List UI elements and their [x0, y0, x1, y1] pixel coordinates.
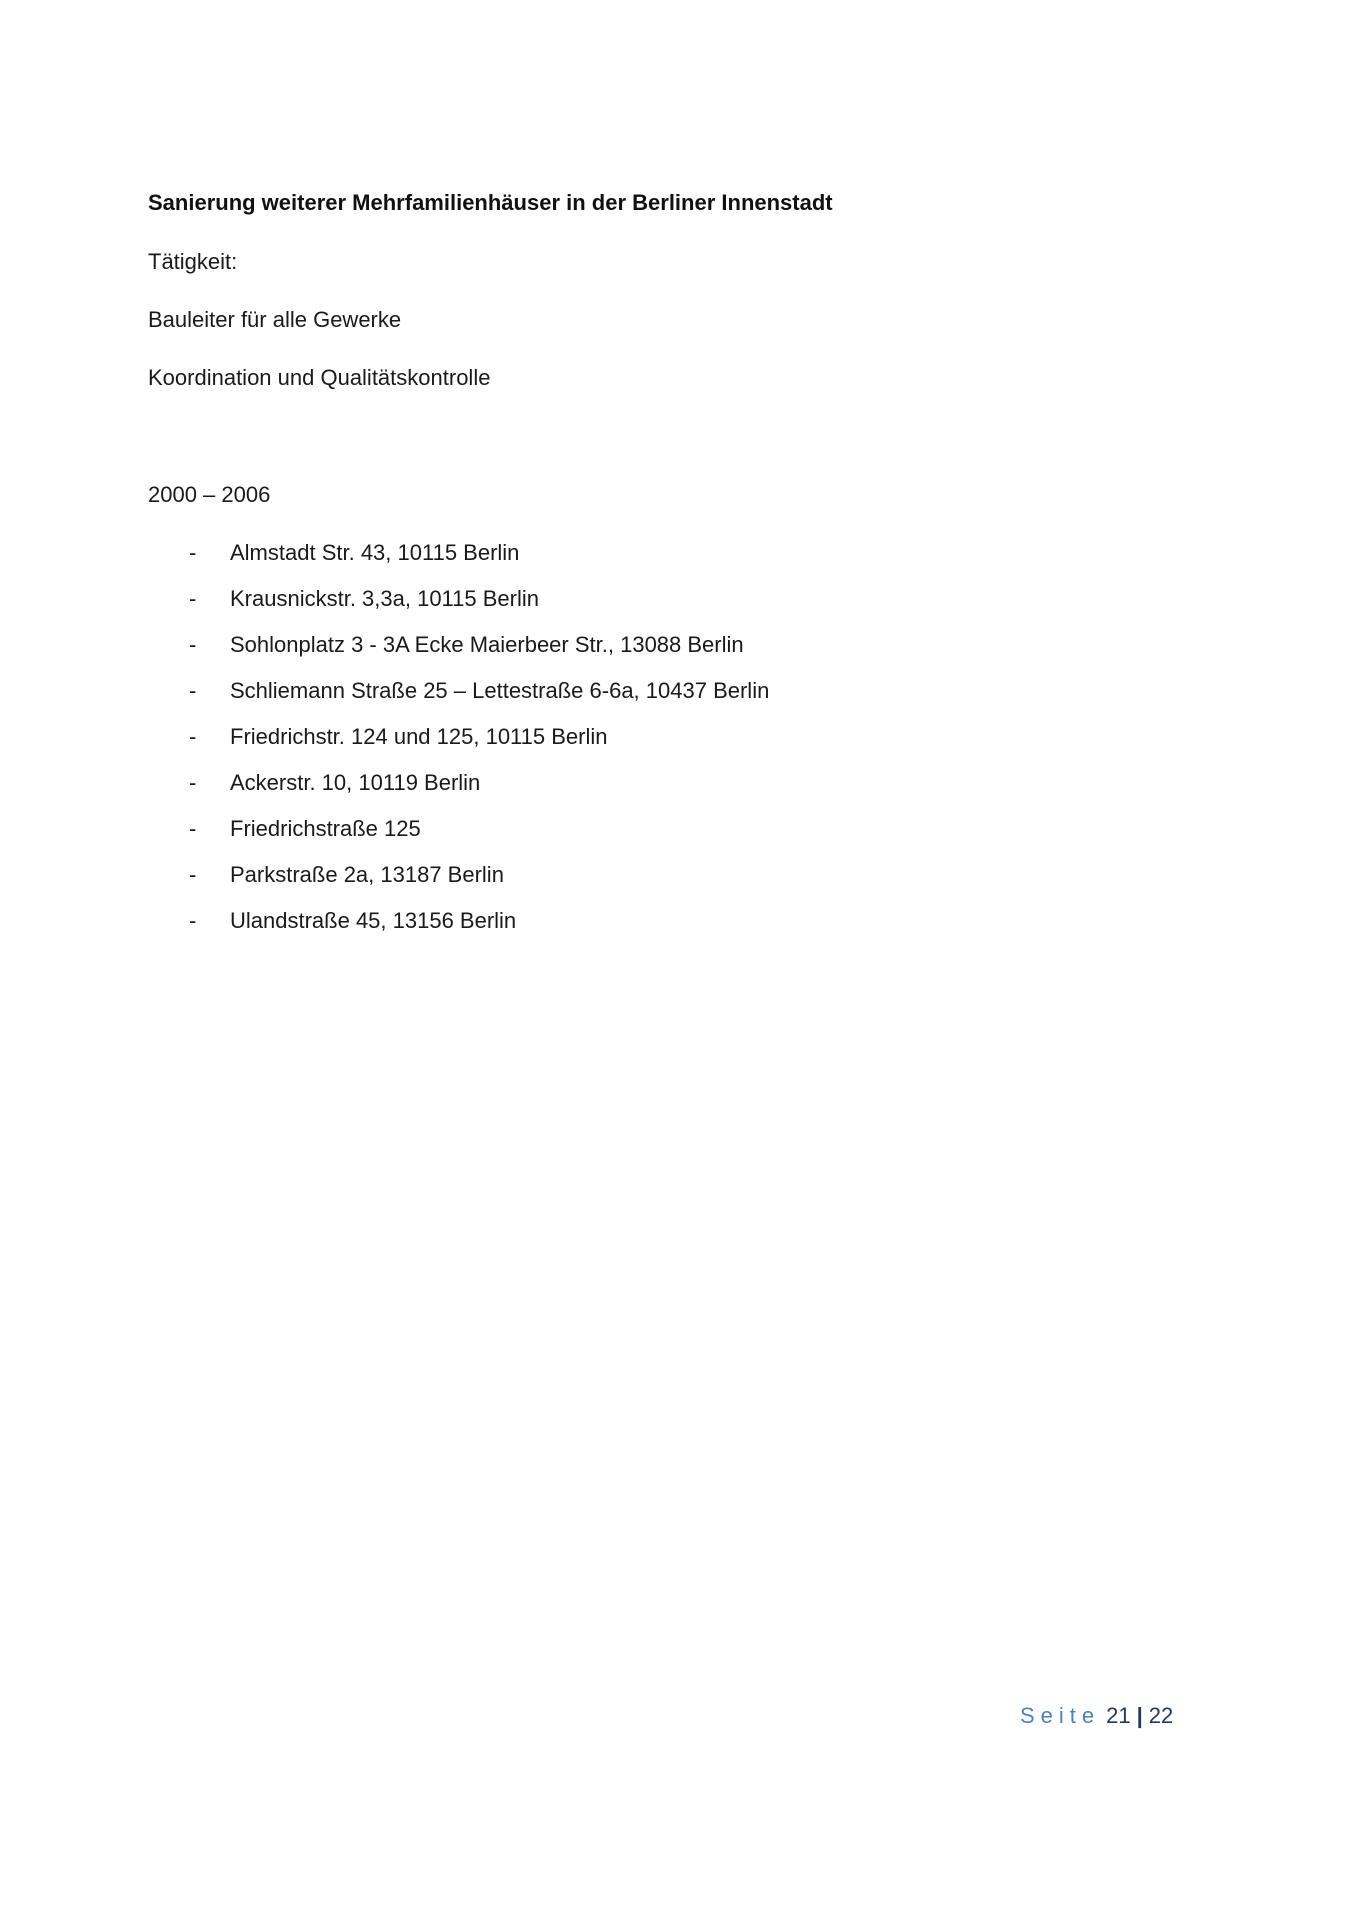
bullet-dash: - [189, 540, 197, 565]
activity-item: Koordination und Qualitätskontrolle [148, 365, 491, 390]
bullet-dash: - [189, 908, 197, 933]
bullet-dash: - [189, 816, 197, 841]
address-text: Friedrichstraße 125 [230, 816, 421, 841]
address-text: Krausnickstr. 3,3a, 10115 Berlin [230, 586, 539, 611]
address-text: Ulandstraße 45, 13156 Berlin [230, 908, 517, 933]
address-text: Parkstraße 2a, 13187 Berlin [230, 862, 504, 887]
address-text: Friedrichstr. 124 und 125, 10115 Berlin [230, 724, 608, 749]
footer-separator: | [1136, 1703, 1143, 1728]
address-text: Almstadt Str. 43, 10115 Berlin [230, 540, 520, 565]
activity-label: Tätigkeit: [148, 249, 238, 274]
address-text: Sohlonplatz 3 - 3A Ecke Maierbeer Str., 13088 Berlin [230, 632, 744, 657]
footer-page-total: 22 [1148, 1703, 1174, 1728]
bullet-dash: - [189, 586, 197, 611]
address-text: Schliemann Straße 25 – Lettestraße 6-6a, 10437 Berlin [230, 678, 770, 703]
activity-item: Bauleiter für alle Gewerke [148, 307, 402, 332]
bullet-dash: - [189, 678, 197, 703]
page-footer [1020, 1703, 1173, 1729]
bullet-dash: - [189, 632, 197, 657]
bullet-dash: - [189, 862, 197, 887]
period: 2000 – 2006 [148, 482, 271, 507]
address-text: Ackerstr. 10, 10119 Berlin [230, 770, 481, 795]
footer-page-label: Seite [1020, 1703, 1101, 1728]
bullet-dash: - [189, 724, 197, 749]
section-heading: Sanierung weiterer Mehrfamilienhäuser in der Berliner Innenstadt [148, 190, 833, 215]
footer-page-number: 21 [1106, 1703, 1131, 1728]
bullet-dash: - [189, 770, 197, 795]
